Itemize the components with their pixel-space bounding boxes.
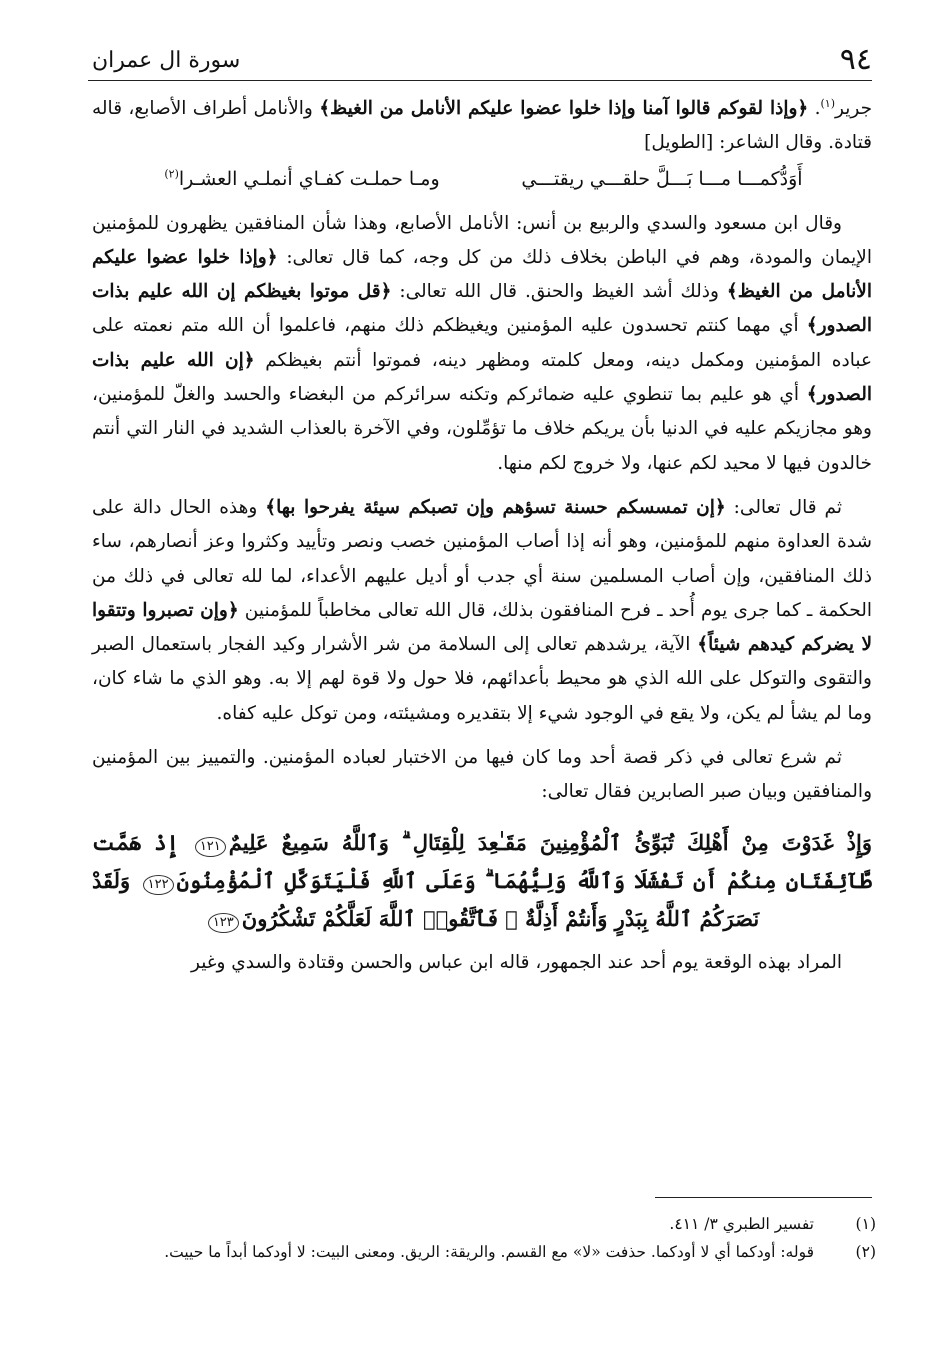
footnote-text: قوله: أودكما أي لا أودكما. حذفت «لا» مع القسم. والريقة: الريق. ومعنى البيت: لا أودكما أبداً ما حييت. — [164, 1243, 814, 1261]
text-run: وذلك أشد الغيظ والحنق. قال الله تعالى: — [391, 281, 727, 303]
verse-hemistich-right: أَوَدُّكمـــا مـــا بَـــلَّ حلقـــي ريقتـــي — [521, 167, 803, 190]
footnote-ref-2: (٢) — [164, 167, 179, 181]
text-run: وهذه الحال دالة على شدة العداوة منهم للمؤمنين، وهو أنه إذا أصاب المؤمنين خصب ونصر وتأييد وكثروا وعز أنصارهم، ساء ذلك المنافقين، وإن أصاب المسلمين سنة أي جدب أو أديل عليهم الأعداء، لما لله تعالى في ذلك من الحكمة ـ كما جرى يوم أُحد ـ فرح المنافقون بذلك، قال الله تعالى مخاطباً للمؤمنين — [92, 496, 872, 621]
paragraph-3 — [92, 491, 872, 731]
paragraph-1 — [92, 92, 872, 161]
page-header — [88, 40, 872, 81]
text-run: . — [808, 98, 821, 119]
text-run: الآية، يرشدهم تعالى إلى السلامة من شر الأشرار وكيد الفجار باستعمال الصبر والتقوى والتوكل على الله الذي هو محيط بأعدائهم، فلا حول ولا قوة لهم إلا به. وهو الذي ما شاء كان، وما لم يشأ لم يكن، ولا يقع في الوجود شيء إلا بتقديره ومشيئته، ومن توكل عليه كفاه. — [92, 634, 872, 724]
page-body — [92, 92, 872, 980]
quran-quote: ﴿قل موتوا بغيظكم إن الله عليم بذات الصدور﴾ — [92, 281, 872, 337]
footnote-number: (٢) — [855, 1243, 876, 1261]
paragraph-5: المراد بهذه الوقعة يوم أحد عند الجمهور، قاله ابن عباس والحسن وقتادة والسدي وغير — [190, 951, 842, 973]
quran-quote: ﴿إن الله عليم بذات الصدور﴾ — [92, 349, 872, 406]
text-run: ومـا حملـت كفـاي أنملـي العشـرا — [178, 167, 440, 190]
text-run: ثم قال تعالى: — [725, 496, 842, 518]
footnote-1 — [92, 1210, 876, 1238]
text-run: إِذْ هَمَّت طَّآئِفَتَانِ مِنكُمْ أَن تَفْشَلَا وَٱللَّهُ وَلِيُّهُمَا ۗ وَعَلَى ٱللَّهِ فَلْيَتَوَكَّلِ ٱلْمُؤْمِنُونَ — [92, 829, 872, 893]
paragraph-4: ثم شرع تعالى في ذكر قصة أحد وما كان فيها من الاختبار لعباده المؤمنين. والتمييز بين المؤمنين والمنافقين وبيان صبر الصابرين فقال تعالى: — [92, 747, 872, 803]
footnote-number: (١) — [855, 1215, 876, 1233]
page-number: ٩٤ — [839, 42, 872, 77]
quran-quote: ﴿إن تمسسكم حسنة تسؤهم وإن تصبكم سيئة يفرحوا بها﴾ — [265, 496, 726, 518]
verse-hemistich-left — [142, 161, 462, 197]
quran-quote: ﴿وإذا لقوكم قالوا آمنا وإذا خلوا عضوا عليكم الأنامل من الغيظ﴾ — [319, 98, 809, 119]
text-run: جرير — [835, 98, 873, 119]
footnote-ref-1: (١) — [820, 96, 836, 110]
quran-passage — [92, 824, 872, 938]
ayah-number-marker: ١٢١ — [195, 837, 226, 857]
text-run: والأنامل أطراف الأصابع، قاله قتادة. وقال الشاعر: [الطويل] — [92, 98, 872, 154]
text-run: أي هو عليم بما تنطوي عليه ضمائركم وتكنه سرائركم من البغضاء والحسد والغلّ للمؤمنين، وهو مجازيكم عليه في الدنيا بأن يريكم خلاف ما تؤمِّلون، وفي الآخرة بالعذاب الشديد في النار التي أنتم خالدون فيها لا محيد لكم عنها، ولا خروج لكم منها. — [92, 384, 872, 474]
text-run: وقال ابن مسعود والسدي والربيع بن أنس: الأنامل الأصابع، وهذا شأن المنافقين يظهرون للمؤمنين الإيمان والمودة، وهم في الباطن بخلاف ذلك من كل وجه، كما قال تعالى: — [92, 212, 872, 268]
footnote-2 — [92, 1238, 876, 1266]
ayah-number-marker: ١٢٢ — [143, 875, 174, 895]
text-run: وَلَقَدْ نَصَرَكُمُ ٱللَّهُ بِبَدْرٍ وَأَنتُمْ أَذِلَّةٌ ۖ فَٱتَّقُوا۟ ٱللَّهَ لَعَلَّكُمْ تَشْكُرُونَ — [92, 867, 760, 931]
quran-quote: ﴿وإن تصبروا وتتقوا لا يضركم كيدهم شيئاً﴾ — [92, 599, 873, 656]
poetry-verse — [92, 161, 872, 197]
surah-name: سورة ال عمران — [92, 48, 241, 73]
footnote-separator — [655, 1197, 872, 1198]
paragraph-2 — [92, 207, 872, 481]
text-run: وَإِذْ غَدَوْتَ مِنْ أَهْلِكَ تُبَوِّئُ ٱلْمُؤْمِنِينَ مَقَـٰعِدَ لِلْقِتَالِ ۗ وَٱللَّهُ سَمِيعٌ عَلِيمٌ — [228, 829, 873, 855]
footnotes — [92, 1210, 876, 1266]
footnote-text: تفسير الطبري ٣/ ٤١١. — [669, 1215, 814, 1233]
text-run: أي مهما كنتم تحسدون عليه المؤمنين ويغيظكم ذلك منهم، فاعلموا أن الله متم نعمته على عباده المؤمنين ومكمل دينه، ومعل كلمته ومظهر دينه، فموتوا أنتم بغيظكم — [92, 315, 872, 371]
ayah-number-marker: ١٢٣ — [208, 913, 239, 933]
quran-quote: ﴿وإذا خلوا عضوا عليكم الأنامل من الغيظ﴾ — [92, 246, 872, 303]
